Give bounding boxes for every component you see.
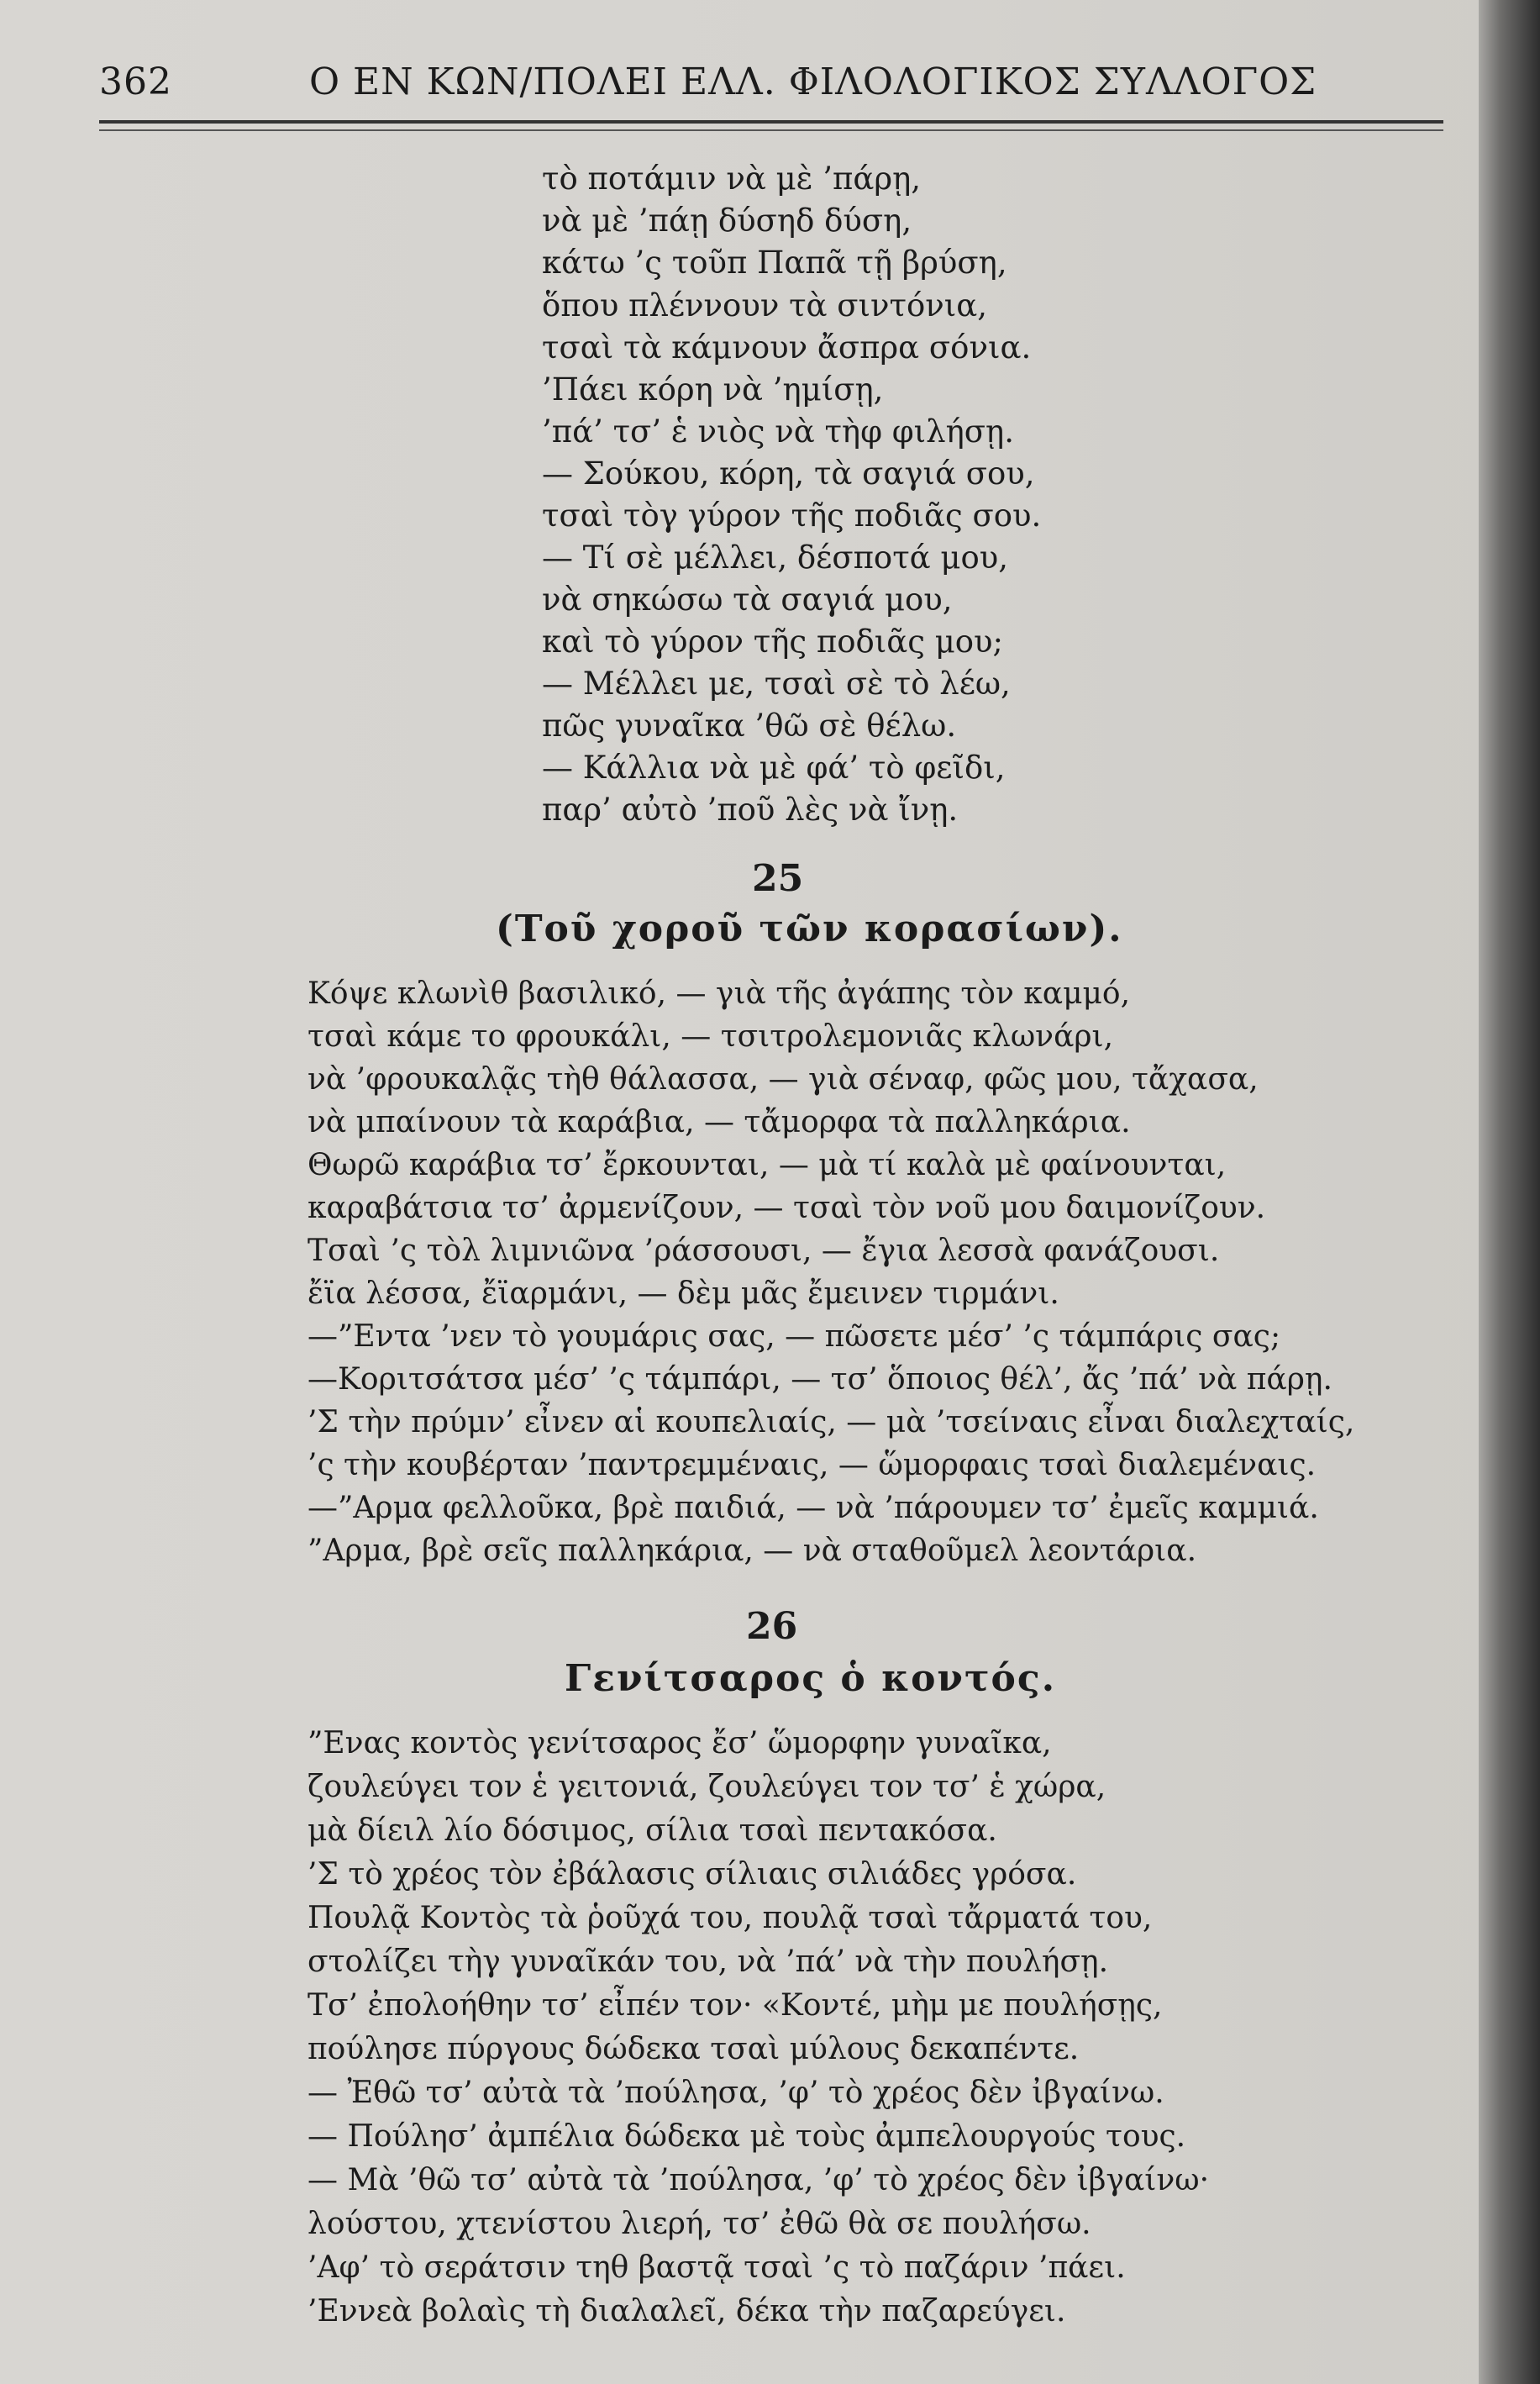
section-number-26: 26 [746, 1605, 798, 1648]
poem-line: ’πά’ τσ’ ἑ νιὸς νὰ τὴφ φιλήσῃ. [542, 413, 1014, 450]
page-header [99, 61, 1443, 119]
poem-line: τσαὶ τὰ κάμνουν ἄσπρα σόνια. [542, 329, 1032, 366]
poem-line: τσαὶ κάμε το φρουκάλι, — τσιτρολεμονιᾶς κλωνάρι, [307, 1019, 1114, 1054]
poem-line: ”Ενας κοντὸς γενίτσαρος ἔσ’ ὥμορφην γυναῖκα, [307, 1726, 1052, 1760]
poem-line: ἔϊα λέσσα, ἔϊαρμάνι, — δὲμ μᾶς ἔμεινεν τιρμάνι. [307, 1276, 1059, 1311]
poem-line: ὅπου πλέννουν τὰ σιντόνια, [542, 287, 988, 324]
poem-line: πούλησε πύργους δώδεκα τσαὶ μύλους δεκαπέντε. [307, 2032, 1080, 2066]
poem-line: —”Αρμα φελλοῦκα, βρὲ παιδιά, — νὰ ’πάρουμεν τσ’ ἐμεῖς καμμιά. [307, 1491, 1319, 1525]
poem-line: τσαὶ τὸγ γύρον τῆς ποδιᾶς σου. [542, 497, 1042, 534]
poem-line: καραβάτσια τσ’ ἀρμενίζουν, — τσαὶ τὸν νοῦ μου δαιμονίζουν. [307, 1191, 1266, 1225]
poem-line: Τσ’ ἐπολοήθην τσ’ εἶπέν τον· «Κοντέ, μὴμ με πουλήσῃς, [307, 1988, 1163, 2023]
poem-line: τὸ ποτάμιν νὰ μὲ ’πάρῃ, [542, 161, 922, 197]
running-head: Ο ΕΝ ΚΩΝ/ΠΟΛΕΙ ΕΛΛ. ΦΙΛΟΛΟΓΙΚΟΣ ΣΥΛΛΟΓΟΣ [309, 61, 1317, 103]
poem-line: ’Εννεὰ βολαὶς τὴ διαλαλεῖ, δέκα τὴν παζαρεύγει. [307, 2294, 1066, 2329]
section-number-25: 25 [752, 857, 804, 900]
page-number: 362 [99, 61, 172, 103]
poem-line: ζουλεύγει τον ἑ γειτονιά, ζουλεύγει τον τσ’ ἑ χώρα, [307, 1770, 1106, 1804]
poem-line: μὰ δίειλ λίο δόσιμος, σίλια τσαὶ πεντακόσα. [307, 1813, 997, 1848]
poem-line: — Πούλησ’ ἀμπέλια δώδεκα μὲ τοὺς ἀμπελουργούς τους. [307, 2119, 1186, 2154]
poem-line: Τσαὶ ’ς τὸλ λιμνιῶνα ’ράσσουσι, — ἔγια λεσσὰ φανάζουσι. [307, 1234, 1220, 1268]
poem-line: πῶς γυναῖκα ’θῶ σὲ θέλω. [542, 708, 957, 744]
poem-line: νὰ σηκώσω τὰ σαγιά μου, [542, 582, 953, 618]
poem-line: Πουλᾷ Κοντὸς τὰ ῥοῦχά του, πουλᾷ τσαὶ τἄρματά του, [307, 1901, 1153, 1935]
poem-line: — Μὰ ’θῶ τσ’ αὐτὰ τὰ ’πούλησα, ’φ’ τὸ χρέος δὲν ἰβγαίνω· [307, 2163, 1210, 2197]
poem-line: Κόψε κλωνὶθ βασιλικό, — γιὰ τῆς ἀγάπης τὸν καμμό, [307, 976, 1131, 1011]
poem-line: νὰ ’φρουκαλᾷς τὴθ θάλασσα, — γιὰ σέναφ, φῶς μου, τἄχασα, [307, 1062, 1259, 1097]
poem-line: —”Εντα ’νεν τὸ γουμάρις σας, — πῶσετε μέσ’ ’ς τάμπάρις σας; [307, 1319, 1281, 1354]
section-title-25: (Τοῦ χοροῦ τῶν κορασίων). [496, 908, 1123, 950]
poem-line: ’ς τὴν κουβέρταν ’παντρεμμέναις, — ὥμορφαις τσαὶ διαλεμέναις. [307, 1448, 1317, 1482]
poem-line: ’Αφ’ τὸ σεράτσιν τηθ βαστᾷ τσαὶ ’ς τὸ παζάριν ’πάει. [307, 2250, 1126, 2285]
poem-line: — Ἐθῶ τσ’ αὐτὰ τὰ ’πούλησα, ’φ’ τὸ χρέος δὲν ἰβγαίνω. [307, 2076, 1164, 2110]
poem-line: — Κάλλια νὰ μὲ φά’ τὸ φεῖδι, [542, 750, 1006, 786]
poem-line: — Τί σὲ μέλλει, δέσποτά μου, [542, 539, 1008, 576]
poem-line: Θωρῶ καράβια τσ’ ἔρκουνται, — μὰ τί καλὰ μὲ φαίνουνται, [307, 1148, 1227, 1182]
poem-line: παρ’ αὐτὸ ’ποῦ λὲς νὰ ἴνῃ. [542, 792, 959, 828]
poem-line: κάτω ’ς τοῦπ Παπᾶ τῇ βρύση, [542, 245, 1007, 281]
section-title-26: Γενίτσαρος ὁ κοντός. [565, 1657, 1057, 1700]
poem-line: — Σούκου, κόρη, τὰ σαγιά σου, [542, 455, 1035, 492]
header-rule-thin [99, 129, 1443, 131]
page-edge-shadow [1479, 0, 1540, 2384]
poem-line: —Κοριτσάτσα μέσ’ ’ς τάμπάρι, — τσ’ ὅποιος θέλ’, ἄς ’πά’ νὰ πάρῃ. [307, 1362, 1332, 1397]
poem-line: καὶ τὸ γύρον τῆς ποδιᾶς μου; [542, 624, 1004, 660]
poem-line: ”Αρμα, βρὲ σεῖς παλληκάρια, — νὰ σταθοῦμελ λεοντάρια. [307, 1534, 1197, 1568]
poem-line: στολίζει τὴγ γυναῖκάν του, νὰ ’πά’ νὰ τὴν πουλήσῃ. [307, 1945, 1109, 1979]
header-rule-thick [99, 120, 1443, 124]
poem-line: — Μέλλει με, τσαὶ σὲ τὸ λέω, [542, 666, 1011, 702]
poem-line: νὰ μπαίνουν τὰ καράβια, — τἄμορφα τὰ παλληκάρια. [307, 1105, 1131, 1139]
poem-line: ’Σ τὴν πρύμν’ εἶνεν αἱ κουπελιαίς, — μὰ ’τσείναις εἶναι διαλεχταίς, [307, 1405, 1355, 1439]
poem-line: λούστου, χτενίστου λιερή, τσ’ ἐθῶ θὰ σε πουλήσω. [307, 2207, 1091, 2241]
poem-line: νὰ μὲ ’πάῃ δύσηδ δύση, [542, 203, 912, 239]
poem-line: ’Σ τὸ χρέος τὸν ἐβάλασις σίλιαις σιλιάδες γρόσα. [307, 1857, 1077, 1892]
poem-line: ’Πάει κόρη νὰ ’ημίσῃ, [542, 371, 884, 408]
